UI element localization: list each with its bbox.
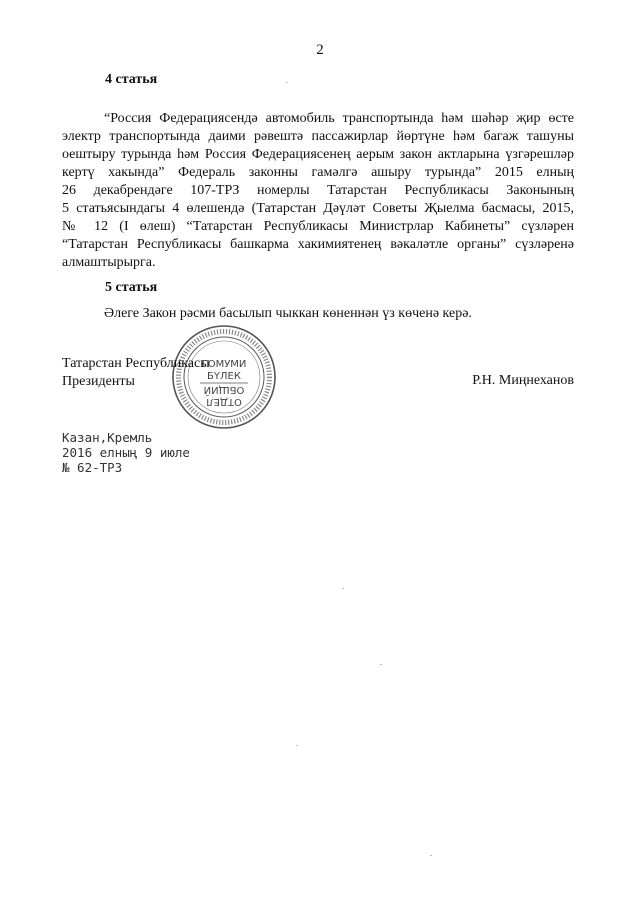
article-5-body	[62, 305, 574, 323]
signature-title-line: Татарстан Республикасы	[62, 356, 210, 371]
article-4-line: 5 статьясындагы 4 өлешендә (Татарстан Дәүләт Советы Җыелма басмасы, 2015,	[62, 201, 574, 216]
article-5-heading: 5 статья	[105, 280, 158, 295]
place-date-block	[62, 430, 190, 475]
signature-name: Р.Н. Миңнеханов	[472, 373, 574, 388]
stamp-text: БҮЛЕК	[207, 371, 241, 382]
article-4-line: электр транспортында даими рәвештә пассажирлар йөртүне һәм багаж ташуны	[62, 129, 574, 144]
date: 2016 елның 9 июле	[62, 445, 190, 460]
article-4-line: “Татарстан Республикасы башкарма хакимиятенең вәкаләтле органы” сүзләренә	[62, 237, 574, 252]
scan-speck	[342, 588, 344, 589]
article-5-line: Әлеге Закон рәсми басылып чыккан көненнән үз көченә керә.	[104, 306, 472, 321]
article-4-line: оештыру турында һәм Россия Федерациясенең аерым закон актларына үзгәрешләр	[62, 147, 574, 162]
signature-title-line: Президенты	[62, 374, 135, 389]
article-4-line: алмаштырырга.	[62, 255, 156, 270]
scan-speck	[430, 855, 432, 856]
article-4-line: “Россия Федерациясендә автомобиль транспортында һәм шәһәр җир өсте	[104, 111, 574, 126]
scan-speck	[296, 745, 298, 746]
law-number: № 62-ТРЗ	[62, 460, 123, 475]
article-4-line: кертү хакында” Федераль законны гамәлгә ашыру турында” 2015 елның	[62, 165, 574, 180]
article-4-body	[62, 110, 574, 272]
page-number: 2	[316, 42, 324, 58]
place: Казан,Кремль	[62, 430, 153, 445]
scan-speck	[380, 664, 382, 665]
scan-speck	[286, 82, 288, 83]
signature-block	[62, 355, 210, 391]
stamp-text: ГОМУМИ	[201, 359, 247, 370]
article-4-line: 26 декабрендәге 107-ТРЗ номерлы Татарстан Республикасы Законының	[62, 183, 574, 198]
stamp-text: ОБЩИЙ	[203, 384, 245, 395]
article-4-line: № 12 (I өлеш) “Татарстан Республикасы Министрлар Кабинеты” сүзләрен	[62, 219, 574, 234]
stamp-text: ОТДЕЛ	[206, 396, 242, 407]
article-4-heading: 4 статья	[105, 72, 158, 87]
